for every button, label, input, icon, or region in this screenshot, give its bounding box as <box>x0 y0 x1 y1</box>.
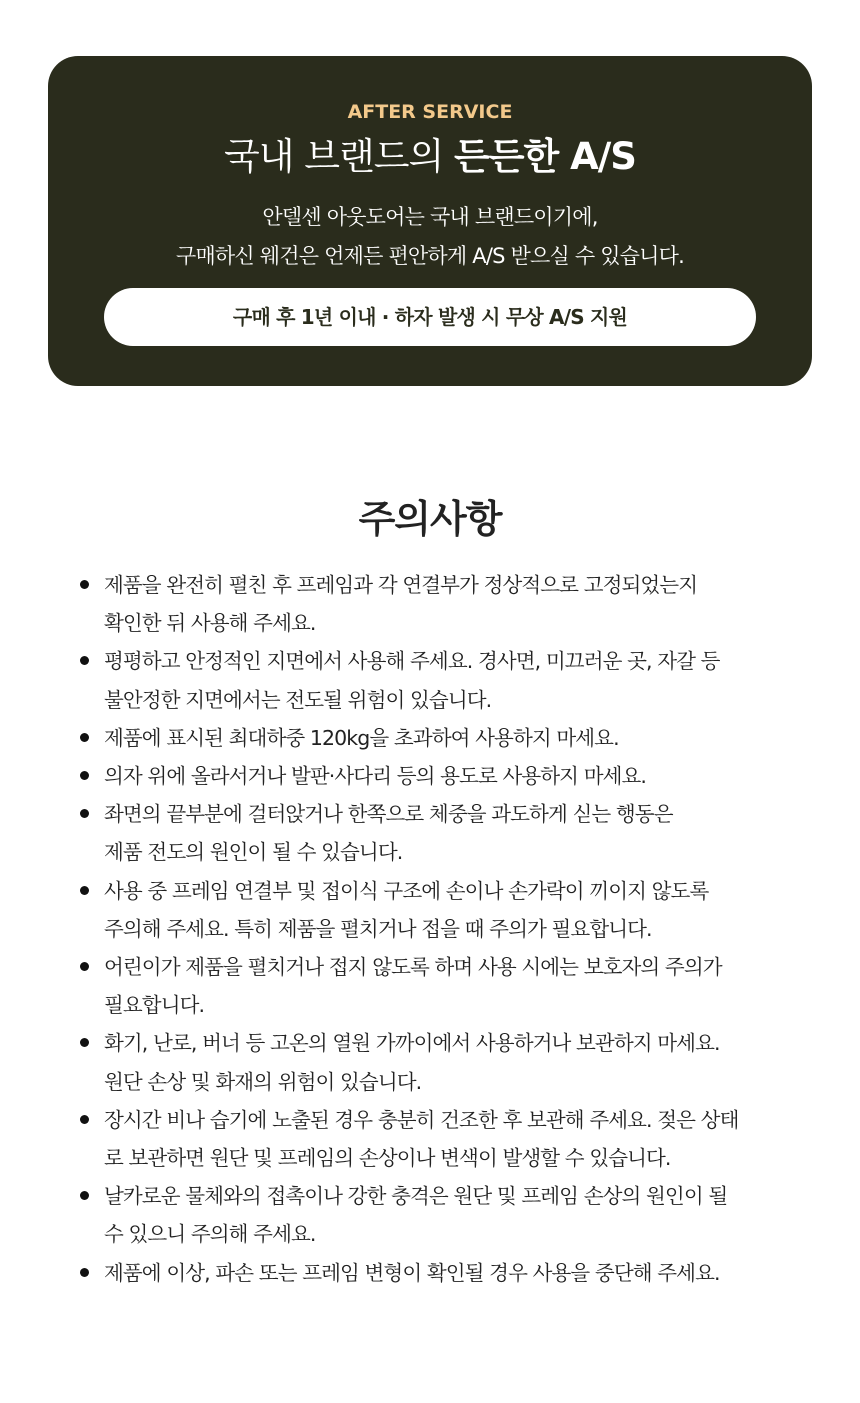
caution-item-text: 수 있으니 주의해 주세요. <box>104 1222 316 1247</box>
caution-item-text: 필요합니다. <box>104 993 205 1018</box>
caution-item-text: 평평하고 안정적인 지면에서 사용해 주세요. 경사면, 미끄러운 곳, 자갈 등 <box>104 649 720 674</box>
caution-item <box>78 757 798 795</box>
bullet-dot-icon <box>80 1191 89 1200</box>
caution-item <box>78 948 798 1024</box>
after-service-description <box>48 198 812 276</box>
caution-item-text: 확인한 뒤 사용해 주세요. <box>104 611 316 636</box>
after-service-eyebrow: AFTER SERVICE <box>347 101 513 123</box>
caution-item <box>78 719 798 757</box>
caution-item <box>78 1101 798 1177</box>
caution-item-text: 장시간 비나 습기에 노출된 경우 충분히 건조한 후 보관해 주세요. 젖은 상태 <box>104 1107 739 1132</box>
caution-item-text: 제품에 이상, 파손 또는 프레임 변형이 확인될 경우 사용을 중단해 주세요. <box>104 1260 720 1285</box>
caution-item-text: 주의해 주세요. 특히 제품을 펼치거나 접을 때 주의가 필요합니다. <box>104 916 652 941</box>
bullet-dot-icon <box>80 1115 89 1124</box>
caution-item-text: 날카로운 물체와의 접촉이나 강한 충격은 원단 및 프레임 손상의 원인이 될 <box>104 1184 728 1209</box>
caution-item <box>78 1177 798 1253</box>
after-service-title-strong: 든든한 A/S <box>454 135 636 178</box>
bullet-dot-icon <box>80 1038 89 1047</box>
caution-item-text: 화기, 난로, 버너 등 고온의 열원 가까이에서 사용하거나 보관하지 마세요. <box>104 1031 720 1056</box>
after-service-title <box>48 134 812 180</box>
bullet-dot-icon <box>80 886 89 895</box>
caution-item-text: 원단 손상 및 화재의 위험이 있습니다. <box>104 1069 422 1094</box>
bullet-dot-icon <box>80 962 89 971</box>
caution-item <box>78 1254 798 1292</box>
caution-item-text: 제품 전도의 원인이 될 수 있습니다. <box>104 840 403 865</box>
caution-item-text: 어린이가 제품을 펼치거나 접지 않도록 하며 사용 시에는 보호자의 주의가 <box>104 955 722 980</box>
caution-item <box>78 1024 798 1100</box>
bullet-dot-icon <box>80 1268 89 1277</box>
bullet-dot-icon <box>80 656 89 665</box>
caution-item-text: 제품을 완전히 펼친 후 프레임과 각 연결부가 정상적으로 고정되었는지 <box>104 573 698 597</box>
caution-list <box>78 566 798 1292</box>
after-service-title-light: 국내 브랜드의 <box>224 135 455 178</box>
caution-title: 주의사항 <box>358 496 502 541</box>
caution-item <box>78 642 798 718</box>
caution-item-text: 사용 중 프레임 연결부 및 접이식 구조에 손이나 손가락이 끼이지 않도록 <box>104 878 709 903</box>
caution-item-text: 의자 위에 올라서거나 발판·사다리 등의 용도로 사용하지 마세요. <box>104 764 647 789</box>
caution-item-text: 로 보관하면 원단 및 프레임의 손상이나 변색이 발생할 수 있습니다. <box>104 1146 671 1171</box>
bullet-dot-icon <box>80 771 89 780</box>
caution-item-text: 좌면의 끝부분에 걸터앉거나 한쪽으로 체중을 과도하게 싣는 행동은 <box>104 802 673 827</box>
caution-item <box>78 566 798 642</box>
bullet-dot-icon <box>80 580 89 589</box>
caution-item-text: 불안정한 지면에서는 전도될 위험이 있습니다. <box>104 687 492 712</box>
caution-item <box>78 872 798 948</box>
after-service-description-line: 구매하신 웨건은 언제든 편안하게 A/S 받으실 수 있습니다. <box>175 244 685 268</box>
warranty-pill: 구매 후 1년 이내 · 하자 발생 시 무상 A/S 지원 <box>104 288 756 346</box>
after-service-card <box>48 56 812 386</box>
after-service-description-line: 안델센 아웃도어는 국내 브랜드이기에, <box>262 205 598 229</box>
bullet-dot-icon <box>80 733 89 742</box>
caution-item <box>78 795 798 871</box>
bullet-dot-icon <box>80 809 89 818</box>
caution-item-text: 제품에 표시된 최대하중 120kg을 초과하여 사용하지 마세요. <box>104 725 619 750</box>
